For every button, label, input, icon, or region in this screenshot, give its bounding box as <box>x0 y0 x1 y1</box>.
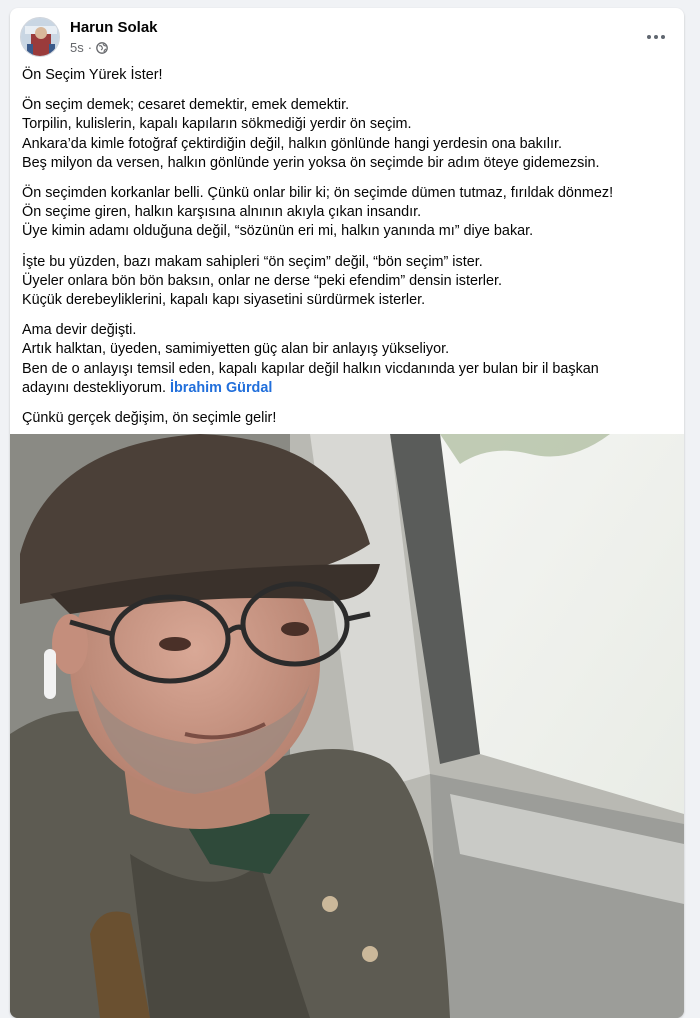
text-line: Ön seçime giren, halkın karşısına alnının akıyla çıkan insandır. <box>22 204 422 221</box>
text-line: Küçük derebeyliklerini, kapalı kapı siyasetini sürdürmek isterler. <box>22 292 426 309</box>
globe-icon[interactable] <box>96 42 108 54</box>
author-avatar[interactable] <box>20 17 60 57</box>
post-meta <box>70 40 108 55</box>
text-line: Ön seçimden korkanlar belli. Çünkü onlar bilir ki; ön seçimde dümen tutmaz, fırıldak dönmez! <box>22 185 614 202</box>
mention-link[interactable]: İbrahim Gürdal <box>169 379 273 396</box>
text-line: İşte bu yüzden, bazı makam sahipleri “ön seçim” değil, “bön seçim” ister. <box>22 253 483 270</box>
text-line: Artık halktan, üyeden, samimiyetten güç alan bir anlayış yükseliyor. <box>22 341 450 358</box>
text-line: Torpilin, kulislerin, kapalı kapıların sökmediği yerdir ön seçim. <box>22 116 412 133</box>
more-options-button[interactable] <box>638 19 674 55</box>
text-line: Beş milyon da versen, halkın gönlünde yerin yoksa ön seçimde bir adım öteye gidemezsin. <box>22 154 600 171</box>
text-segment: adayını destekliyorum. <box>22 379 166 396</box>
post-timestamp[interactable]: 5s <box>70 40 84 55</box>
post-card <box>10 8 684 1018</box>
text-line: Ama devir değişti. <box>22 322 137 339</box>
post-headline: Ön Seçim Yürek İster! <box>22 67 163 83</box>
text-line: Üye kimin adamı olduğuna değil, “sözünün eri mi, halkın yanında mı” diye bakar. <box>22 223 534 240</box>
post-header <box>20 17 674 61</box>
author-name[interactable]: Harun Solak <box>70 19 158 36</box>
post-photo[interactable] <box>10 434 684 1018</box>
text-line: Çünkü gerçek değişim, ön seçimle gelir! <box>22 410 277 427</box>
post-message <box>22 66 674 428</box>
meta-separator: · <box>87 40 93 55</box>
text-line: Ön seçim demek; cesaret demektir, emek demektir. <box>22 97 350 114</box>
text-line: Ankara’da kimle fotoğraf çektirdiğin değil, halkın gönlünde hangi yerdesin ona bakılır. <box>22 135 562 152</box>
text-line: Ben de o anlayışı temsil eden, kapalı kapılar değil halkın vicdanında yer bulan bir il başkan <box>22 360 599 377</box>
text-line <box>22 379 674 398</box>
text-line: Üyeler onlara bön bön baksın, onlar ne derse “peki efendim” densin isterler. <box>22 272 502 289</box>
more-options-icon <box>647 35 665 39</box>
